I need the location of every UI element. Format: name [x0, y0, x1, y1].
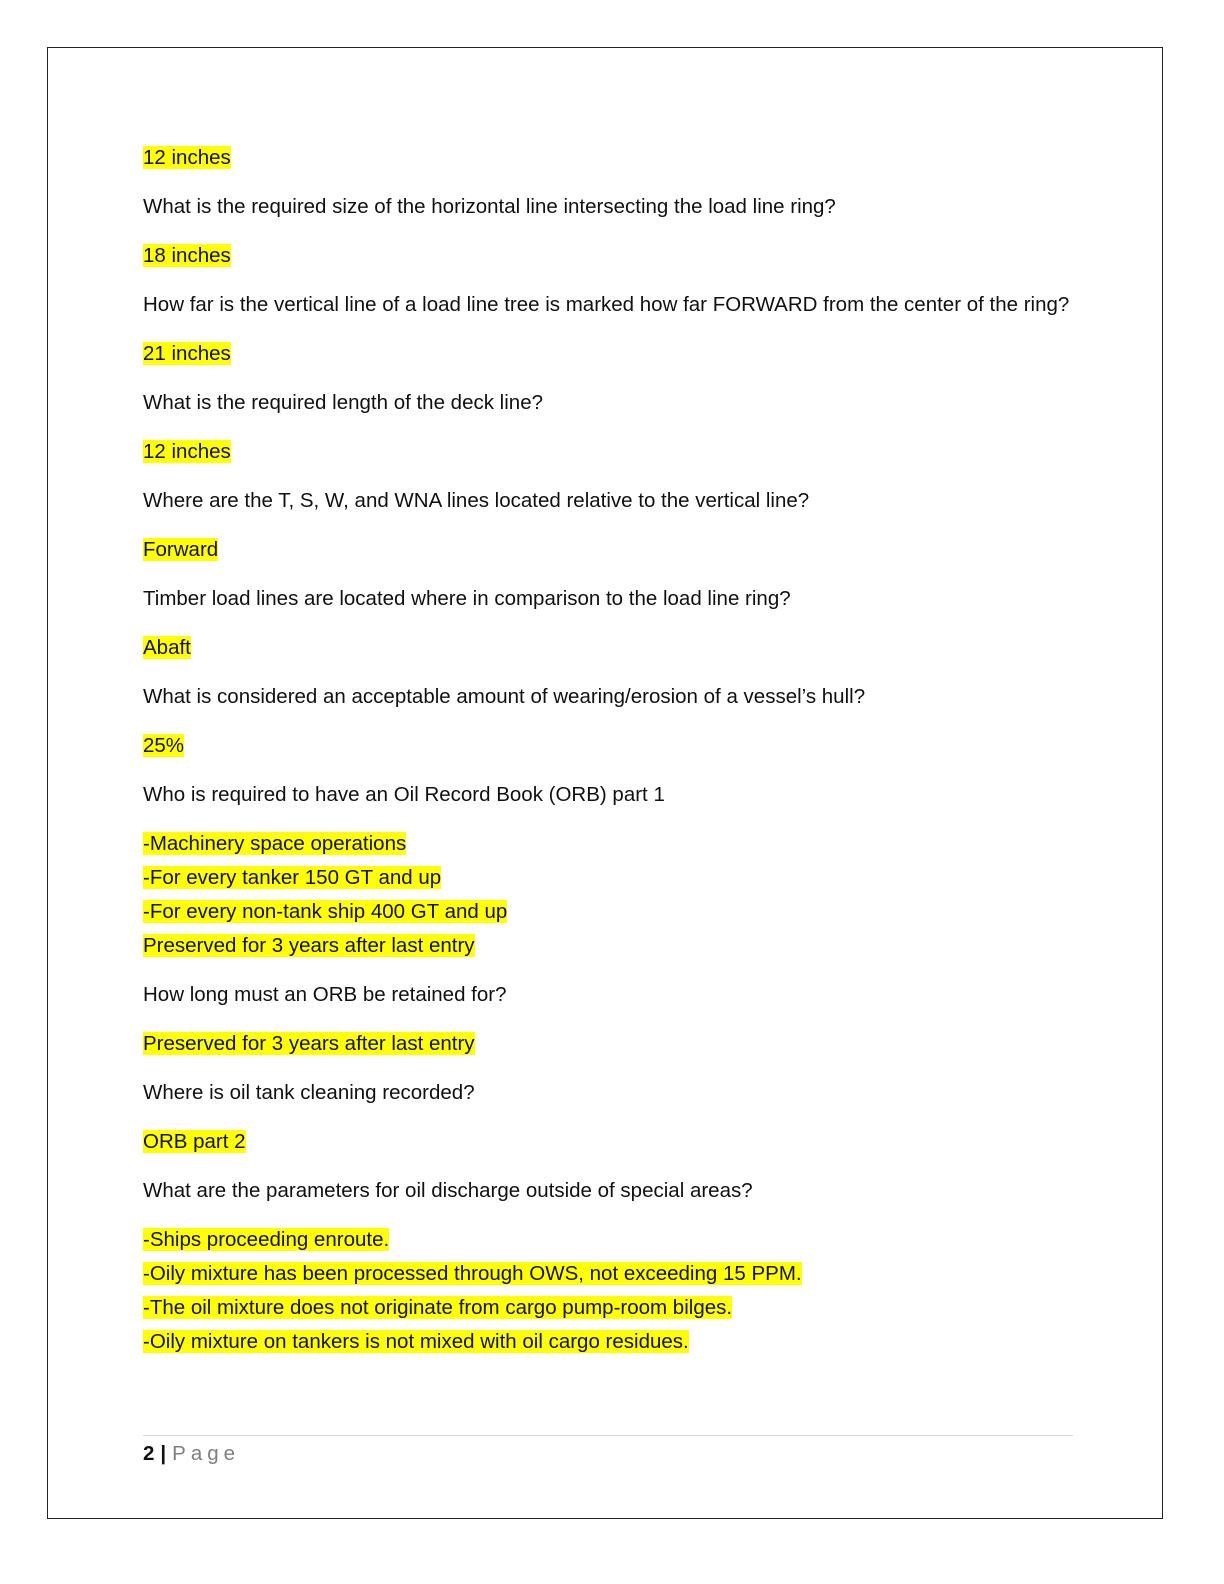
answer-line	[143, 729, 1073, 763]
page-number: 2	[143, 1442, 155, 1465]
page-footer	[143, 1440, 240, 1468]
answer-line	[143, 1257, 1073, 1291]
highlighted-answer-text: -Machinery space operations	[143, 832, 407, 855]
question-text: How long must an ORB be retained for?	[143, 983, 507, 1006]
answer-block	[143, 827, 1073, 963]
highlighted-answer-text: 12 inches	[143, 146, 231, 169]
question-text: Timber load lines are located where in comparison to the load line ring?	[143, 587, 791, 610]
question-text: Who is required to have an Oil Record Book (ORB) part 1	[143, 783, 665, 806]
highlighted-answer-text: 25%	[143, 734, 185, 757]
answer-line	[143, 435, 1073, 469]
answer-line	[143, 141, 1073, 175]
answer-block	[143, 533, 1073, 567]
answer-block	[143, 631, 1073, 665]
answer-line	[143, 239, 1073, 273]
document-body	[143, 141, 1073, 1374]
highlighted-answer-text: -The oil mixture does not originate from cargo pump-room bilges.	[143, 1296, 733, 1319]
answer-block	[143, 1027, 1073, 1061]
footer-separator: |	[160, 1442, 167, 1465]
answer-line	[143, 895, 1073, 929]
highlighted-answer-text: Preserved for 3 years after last entry	[143, 1032, 475, 1055]
highlighted-answer-text: Abaft	[143, 636, 191, 659]
answer-block	[143, 435, 1073, 469]
highlighted-answer-text: Forward	[143, 538, 219, 561]
question-text: Where is oil tank cleaning recorded?	[143, 1081, 475, 1104]
highlighted-answer-text: -For every tanker 150 GT and up	[143, 866, 442, 889]
highlighted-answer-text: 21 inches	[143, 342, 231, 365]
highlighted-answer-text: -Ships proceeding enroute.	[143, 1228, 390, 1251]
answer-block	[143, 1125, 1073, 1159]
answer-line	[143, 1027, 1073, 1061]
question-text: What is considered an acceptable amount of wearing/erosion of a vessel’s hull?	[143, 685, 866, 708]
answer-line	[143, 631, 1073, 665]
answer-line	[143, 337, 1073, 371]
answer-line	[143, 827, 1073, 861]
highlighted-answer-text: -Oily mixture on tankers is not mixed with oil cargo residues.	[143, 1330, 689, 1353]
answer-line	[143, 1125, 1073, 1159]
answer-block	[143, 141, 1073, 175]
highlighted-answer-text: ORB part 2	[143, 1130, 246, 1153]
question-text: How far is the vertical line of a load line tree is marked how far FORWARD from the center of the ring?	[143, 293, 1070, 316]
answer-line	[143, 861, 1073, 895]
answer-block	[143, 337, 1073, 371]
answer-block	[143, 1223, 1073, 1359]
answer-line	[143, 1325, 1073, 1359]
answer-block	[143, 729, 1073, 763]
answer-line	[143, 929, 1073, 963]
highlighted-answer-text: Preserved for 3 years after last entry	[143, 934, 475, 957]
answer-line	[143, 1291, 1073, 1325]
question-text: What is the required length of the deck line?	[143, 391, 543, 414]
question-text: What are the parameters for oil discharge outside of special areas?	[143, 1179, 753, 1202]
answer-line	[143, 1223, 1073, 1257]
question-text: Where are the T, S, W, and WNA lines located relative to the vertical line?	[143, 489, 810, 512]
highlighted-answer-text: -Oily mixture has been processed through OWS, not exceeding 15 PPM.	[143, 1262, 802, 1285]
highlighted-answer-text: 12 inches	[143, 440, 231, 463]
answer-line	[143, 533, 1073, 567]
page-label: Page	[172, 1442, 241, 1465]
footer-divider	[143, 1435, 1073, 1436]
question-text: What is the required size of the horizontal line intersecting the load line ring?	[143, 195, 836, 218]
highlighted-answer-text: 18 inches	[143, 244, 231, 267]
answer-block	[143, 239, 1073, 273]
highlighted-answer-text: -For every non-tank ship 400 GT and up	[143, 900, 508, 923]
